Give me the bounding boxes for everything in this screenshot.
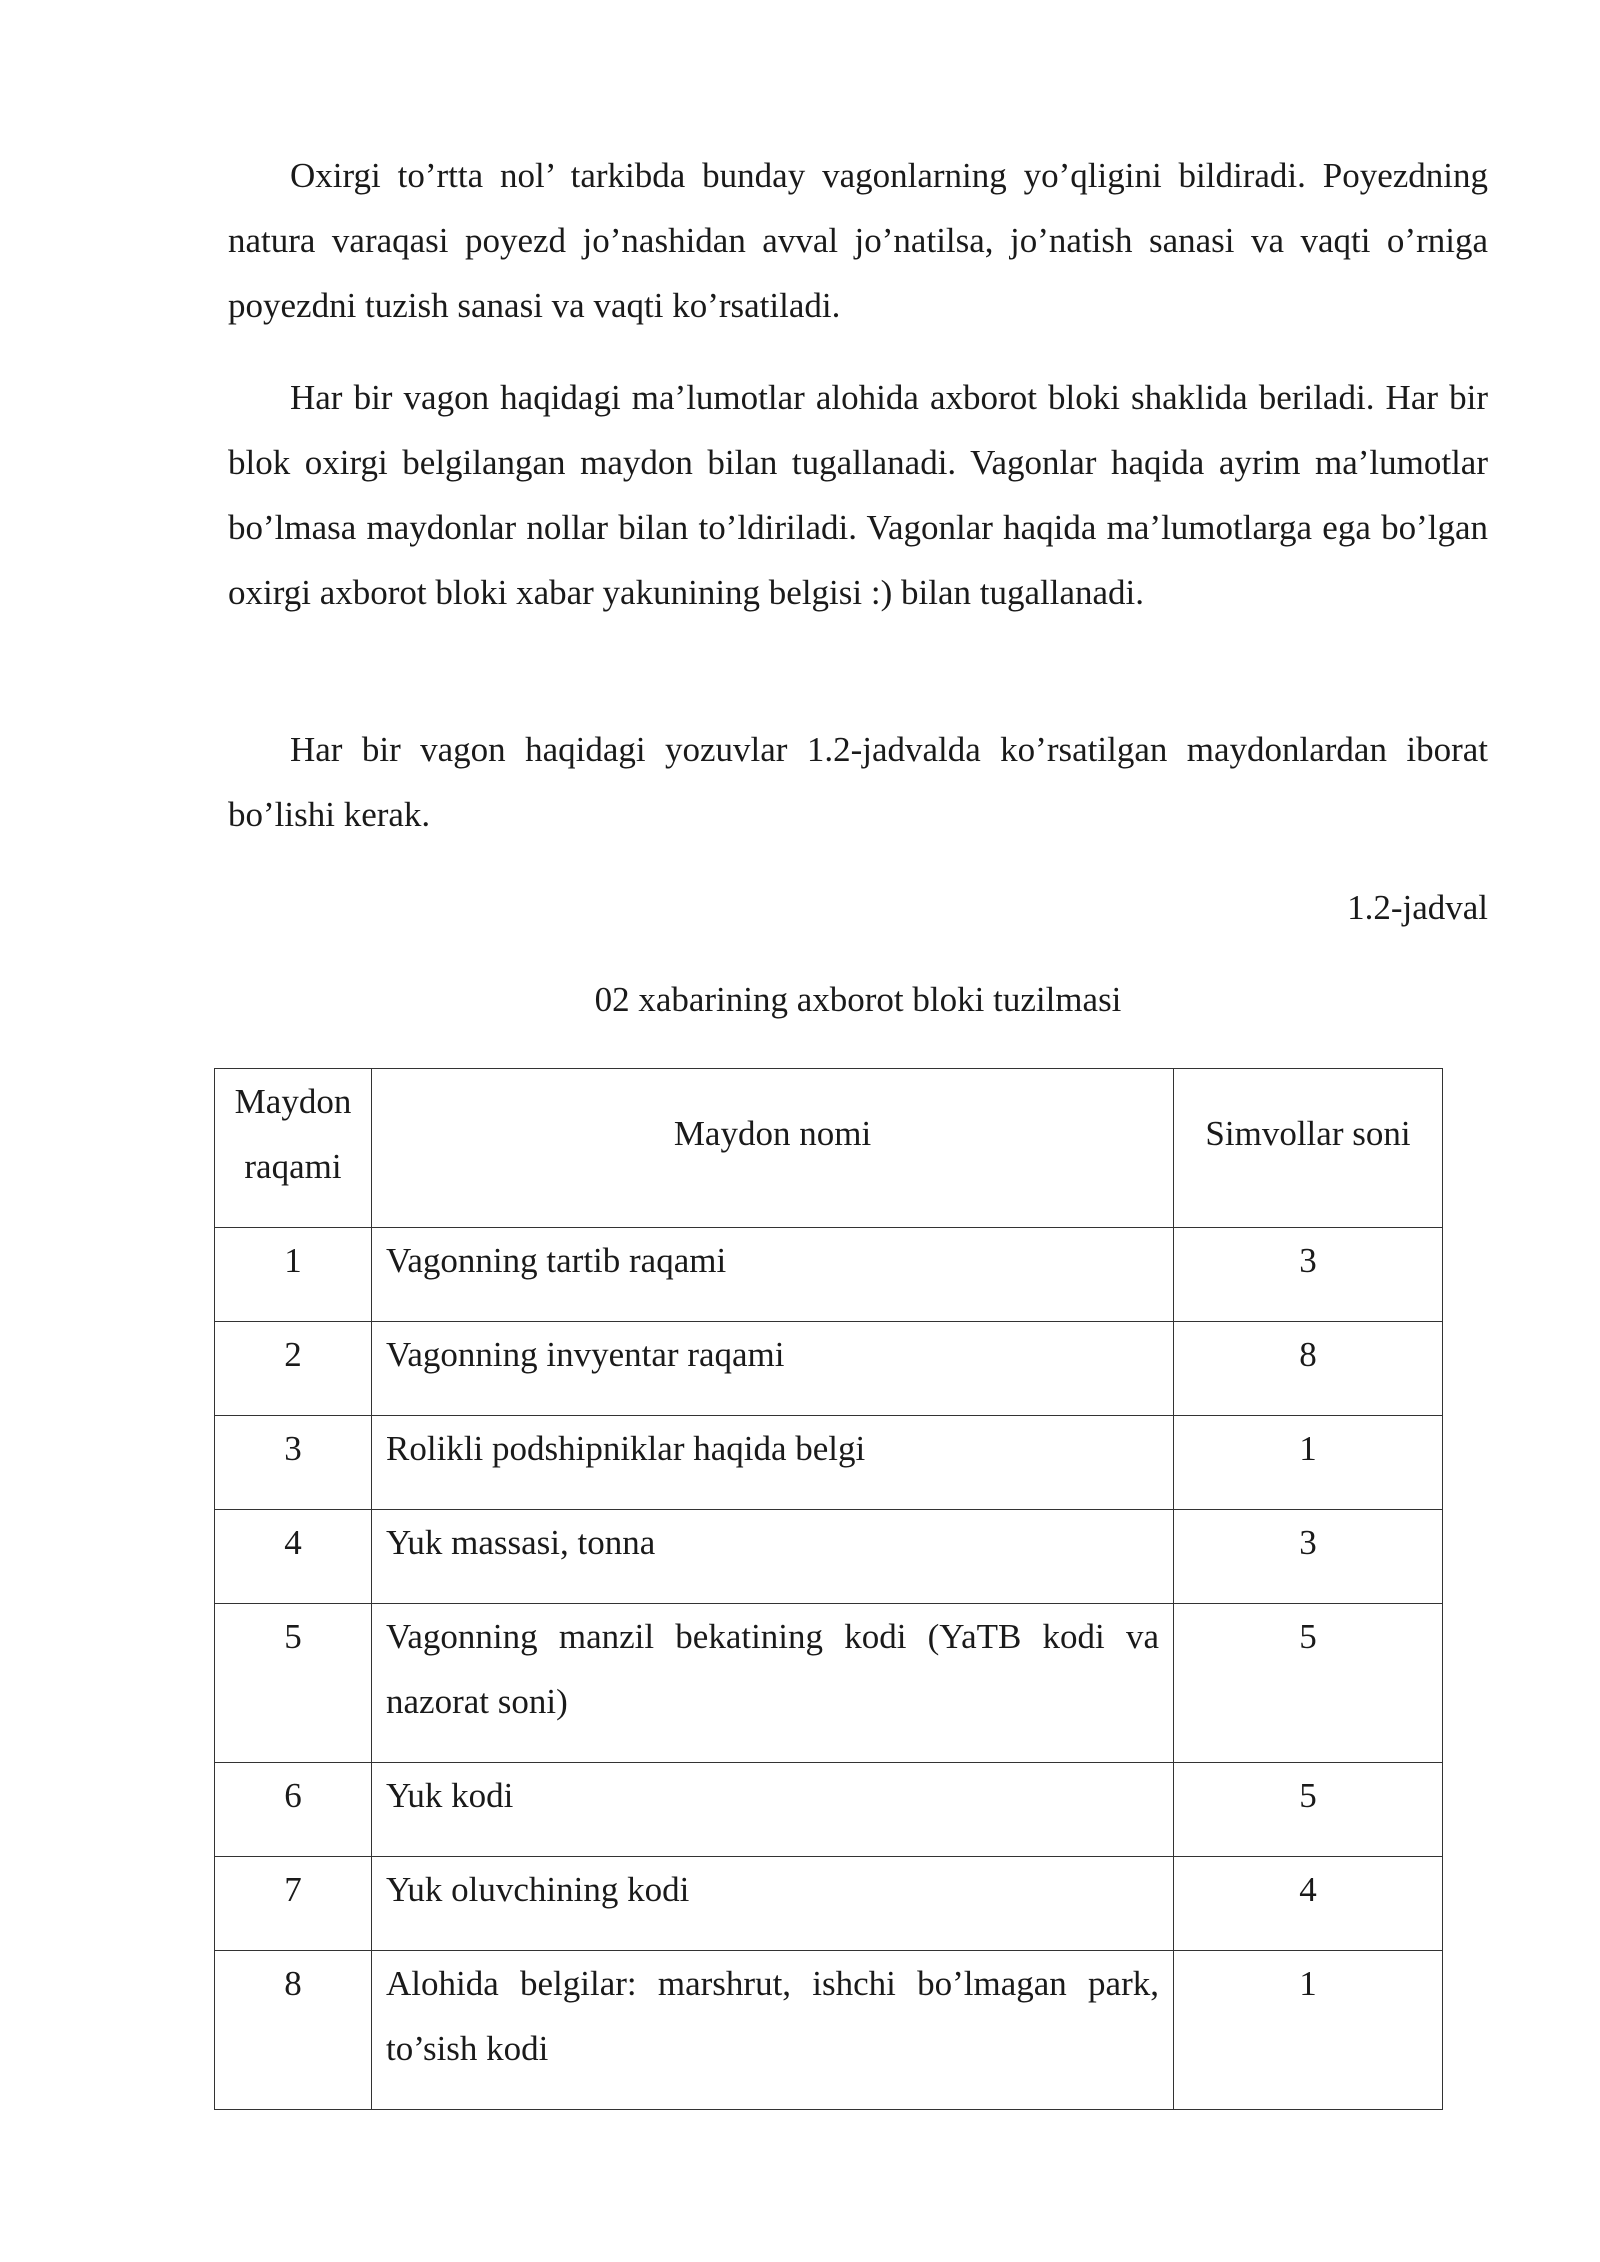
header-field-name: Maydon nomi [372, 1069, 1174, 1228]
table-row [215, 1510, 1443, 1604]
table-row [215, 1416, 1443, 1510]
table-row [215, 1763, 1443, 1857]
table-header-row [215, 1069, 1443, 1228]
paragraph: Oxirgi to’rtta nol’ tarkibda bunday vagonlarning yo’qligini bildiradi. Poyezdning natura varaqasi poyezd jo’nashidan avval jo’natilsa, jo’natish sanasi va vaqti o’rniga poyezdni tuzish sanasi va vaqti ko’rsatiladi. [228, 156, 1488, 325]
symbol-count: 3 [1174, 1228, 1443, 1322]
field-number: 5 [215, 1604, 372, 1763]
field-name: Vagonning manzil bekatining kodi (YaTB kodi va nazorat soni) [372, 1604, 1174, 1763]
field-name: Vagonning invyentar raqami [372, 1322, 1174, 1416]
field-name: Alohida belgilar: marshrut, ishchi bo’lmagan park, to’sish kodi [372, 1951, 1174, 2110]
symbol-count: 5 [1174, 1763, 1443, 1857]
header-field-number: Maydon raqami [215, 1069, 372, 1228]
symbol-count: 1 [1174, 1951, 1443, 2110]
symbol-count: 3 [1174, 1510, 1443, 1604]
field-number: 1 [215, 1228, 372, 1322]
table-label: 1.2-jadval [1347, 888, 1488, 927]
field-name: Yuk oluvchining kodi [372, 1857, 1174, 1951]
paragraph: Har bir vagon haqidagi yozuvlar 1.2-jadvalda ko’rsatilgan maydonlardan iborat bo’lishi kerak. [228, 730, 1488, 834]
field-number: 2 [215, 1322, 372, 1416]
field-name: Yuk kodi [372, 1763, 1174, 1857]
symbol-count: 1 [1174, 1416, 1443, 1510]
fields-table [214, 1068, 1443, 2110]
table-row [215, 1951, 1443, 2110]
symbol-count: 5 [1174, 1604, 1443, 1763]
header-symbol-count: Simvollar soni [1174, 1069, 1443, 1228]
table-row [215, 1228, 1443, 1322]
field-number: 3 [215, 1416, 372, 1510]
field-number: 4 [215, 1510, 372, 1604]
field-name: Vagonning tartib raqami [372, 1228, 1174, 1322]
table-row [215, 1322, 1443, 1416]
field-number: 7 [215, 1857, 372, 1951]
symbol-count: 4 [1174, 1857, 1443, 1951]
table-row [215, 1857, 1443, 1951]
field-name: Yuk massasi, tonna [372, 1510, 1174, 1604]
paragraph: Har bir vagon haqidagi ma’lumotlar alohida axborot bloki shaklida beriladi. Har bir blok oxirgi belgilangan maydon bilan tugallanadi. Vagonlar haqida ayrim ma’lumotlar bo’lmasa maydonlar nollar bilan to’ldiriladi. Vagonlar haqida ma’lumotlarga ega bo’lgan oxirgi axborot bloki xabar yakunining belgisi :) bilan tugallanadi. [228, 378, 1488, 612]
field-number: 8 [215, 1951, 372, 2110]
field-number: 6 [215, 1763, 372, 1857]
table-title: 02 xabarining axborot bloki tuzilmasi [594, 980, 1122, 1019]
table-row [215, 1604, 1443, 1763]
field-name: Rolikli podshipniklar haqida belgi [372, 1416, 1174, 1510]
symbol-count: 8 [1174, 1322, 1443, 1416]
